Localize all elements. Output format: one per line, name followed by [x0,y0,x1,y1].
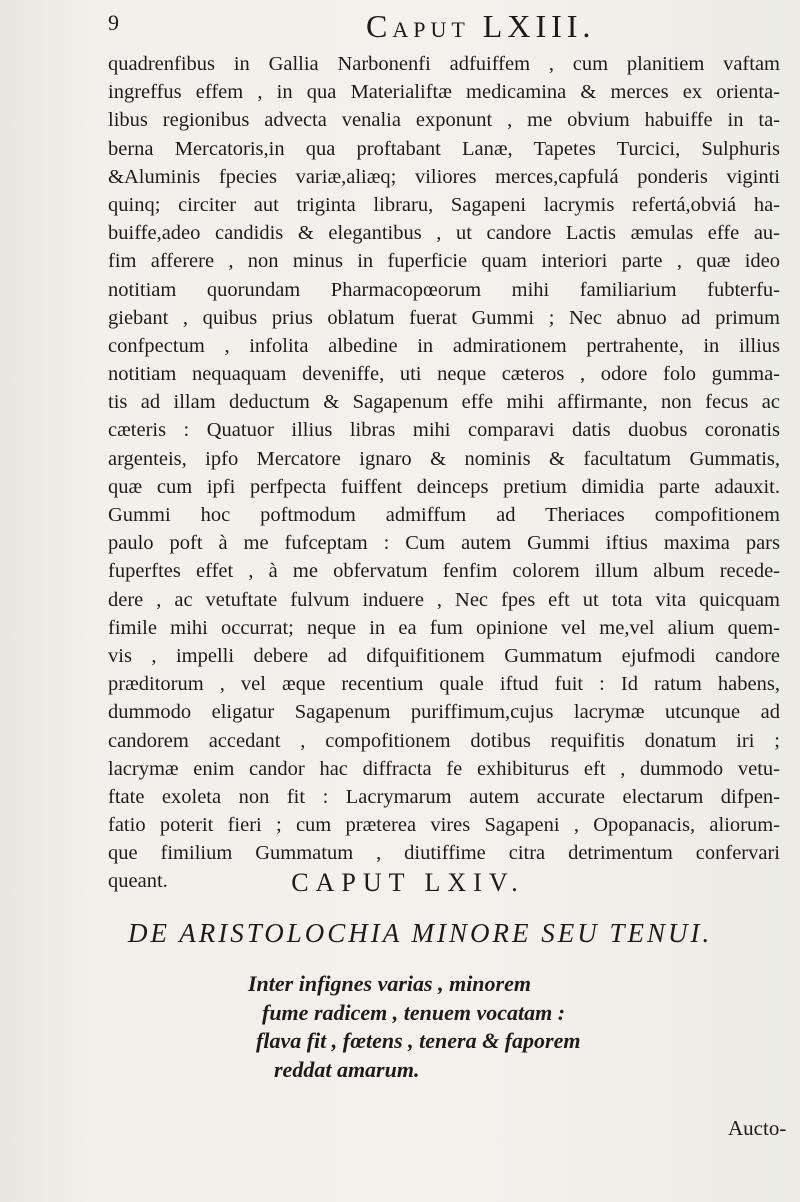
text-line: quæ cum ipfi perfpecta fuiffent deinceps pretium dimidia parte adauxit. [108,475,780,498]
verse-line: Inter infignes varias , minorem [248,971,531,996]
body-text [108,50,780,896]
running-head: Caput LXIII. [366,8,596,44]
text-line: fatio poterit fieri ; cum præterea vires Sagapeni , Opopanacis, aliorum- [108,814,780,837]
text-line: notitiam quorundam Pharmacopœorum mihi familiarium fubterfu- [108,278,780,301]
text-line: dere , ac vetuftate fulvum induere , Nec fpes eft ut tota vita quicquam [108,588,780,611]
verse-line: flava fit , fœtens , tenera & faporem [256,1028,581,1053]
text-line: &Aluminis fpecies variæ,aliæq; viliores merces,capfulá ponderis viginti [108,165,780,188]
text-line: vis , impelli debere ad difquifitionem Gummatum ejufmodi candore [108,644,780,667]
text-line: berna Mercatoris,in qua proftabant Lanæ, Tapetes Turcici, Sulphuris [108,137,780,160]
text-line: buiffe,adeo candidis & elegantibus , ut candore Lactis æmulas effe au- [108,222,780,245]
text-line: dummodo eligatur Sagapenum puriffimum,cujus lacrymæ utcunque ad [108,701,780,724]
text-line: ingreffus effem , in qua Materialiftæ medicamina & merces ex orienta- [108,81,780,104]
text-line: paulo poft à me fufceptam : Cum autem Gummi iftius maxima pars [108,532,780,555]
verse-block [248,970,748,1084]
text-line: notitiam nequaquam deveniffe, uti neque cæteros , odore folo gumma- [108,363,780,386]
catchword: Aucto- [728,1116,787,1140]
text-line: confpectum , infolita albedine in admirationem pertrahente, in illius [108,334,780,357]
text-line: fuperftes effet , à me obfervatum fenfim colorem illum album recede- [108,560,780,583]
page-header [108,6,800,50]
verse-line: fume radicem , tenuem vocatam : [262,999,566,1025]
text-line: lacrymæ enim candor hac diffracta fe exhibiturus eft , dummodo vetu- [108,757,780,780]
chapter-title: DE ARISTOLOCHIA MINORE SEU TENUI. [128,918,713,948]
text-line: præditorum , vel æque recentium quale iftud fuit : Id ratum habens, [108,673,780,696]
text-line: quadrenfibus in Gallia Narbonenfi adfuiffem , cum planitiem vaftam [108,53,780,75]
text-line: que fimilium Gummatum , diutiffime citra detrimentum confervari [108,842,780,865]
text-line: fim afferere , non minus in fuperficie quam interiori parte , quæ ideo [108,250,780,273]
text-line: queant. [108,870,168,893]
page-number: 9 [108,10,119,35]
text-line: cæteris : Quatuor illius libras mihi comparavi datis duobus coronatis [108,419,780,442]
text-line: giebant , quibus prius oblatum fuerat Gummi ; Nec abnuo ad primum [108,306,780,329]
text-line: libus regionibus advecta venalia exponunt , me obvium habuiffe in ta- [108,109,780,132]
text-line: fimile mihi occurrat; neque in ea fum opinione vel me,vel alium quem- [108,616,780,639]
text-line: ftate exoleta non fit : Lacrymarum autem accurate electarum difpen- [108,785,780,808]
text-line: candorem accedant , compofitionem dotibus requifitis donatum iri ; [108,729,780,752]
verse-line: reddat amarum. [274,1056,420,1082]
text-line: tis ad illam deductum & Sagapenum effe mihi affirmante, non fecus ac [108,391,780,414]
text-line: argenteis, ipfo Mercatore ignaro & nominis & facultatum Gummatis, [108,447,780,470]
text-line: Gummi hoc poftmodum admiffum ad Theriaces compofitionem [108,504,780,526]
chapter-heading: CAPUT LXIV. [291,868,525,897]
text-line: quinq; circiter aut triginta libraru, Sagapeni lacrymis refertá,obviá ha- [108,193,780,216]
